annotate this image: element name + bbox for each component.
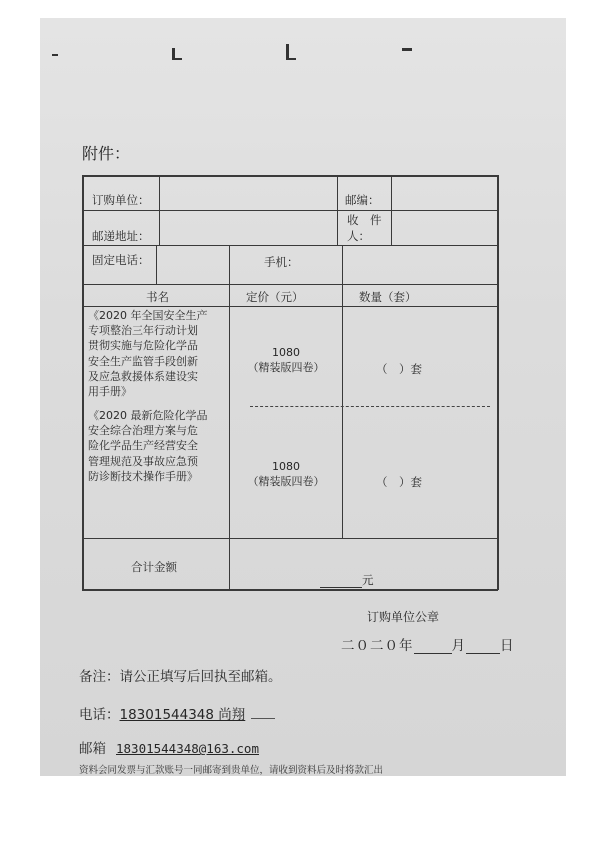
scan-edge-marks (40, 42, 566, 62)
contact-email (79, 737, 259, 757)
contact-phone-label: 电话： (79, 707, 120, 723)
column-header-title: 书名 (146, 290, 169, 304)
contact-phone-value: 18301544348 尚翔 (119, 707, 246, 723)
book-edition-2: （精装版四卷） (247, 475, 325, 488)
total-amount-field[interactable] (320, 572, 374, 588)
contact-email-label: 邮箱 (79, 741, 106, 757)
total-label: 合计金额 (131, 560, 177, 574)
attachment-title: 附件： (82, 144, 131, 163)
row-separator (250, 406, 490, 408)
date-day-label: 日 (500, 638, 515, 654)
date-year: 二０二０年 (341, 638, 414, 654)
book-quantity-2[interactable]: （ ）套 (376, 475, 422, 489)
zip-label: 邮编： (345, 193, 380, 207)
date-month-label: 月 (451, 638, 466, 654)
contact-email-value[interactable]: 18301544348@163.com (116, 741, 259, 756)
zip-field[interactable] (393, 177, 496, 209)
seal-label: 订购单位公章 (367, 610, 440, 624)
book-price-2: 1080 (272, 460, 300, 473)
book-quantity-1[interactable]: （ ）套 (376, 362, 422, 376)
book-price-1: 1080 (272, 346, 300, 359)
recipient-field[interactable] (393, 212, 496, 244)
date-month-field[interactable] (414, 639, 452, 654)
book-title-1: 《2020 年全国安全生产 专项整治三年行动计划 贯彻实施与危险化学品 安全生产监管手段创新 及应急救援体系建设实 用手册》 (88, 309, 208, 399)
mobile-label: 手机： (264, 255, 299, 269)
contact-phone (79, 703, 275, 723)
book-title-2: 《2020 最新危险化学品 安全综合治理方案与危 险化学品生产经营安全 管理规范及事故应急预 防诊断技术操作手册》 (88, 409, 208, 483)
column-header-quantity: 数量（套） (359, 290, 417, 304)
unit-label: 订购单位： (92, 193, 150, 207)
recipient-label-line2: 人： (347, 229, 370, 243)
mobile-field[interactable] (344, 247, 496, 283)
phone-label: 固定电话： (92, 253, 150, 267)
total-unit: 元 (362, 573, 374, 587)
recipient-label-line1: 收 件 (347, 213, 382, 227)
bottom-note: 资料会同发票与汇款账号一同邮寄到贵单位，请收到资料后及时将款汇出 (79, 765, 384, 776)
address-label: 邮递地址： (92, 229, 150, 243)
date-day-field[interactable] (466, 639, 500, 654)
book-edition-1: （精装版四卷） (247, 361, 325, 374)
column-header-price: 定价（元） (246, 290, 304, 304)
phone-field[interactable] (158, 247, 228, 283)
date-line (341, 634, 515, 654)
unit-field[interactable] (161, 177, 335, 209)
note-text: 备注：请公正填写后回执至邮箱。 (79, 669, 282, 685)
address-field[interactable] (161, 212, 335, 244)
